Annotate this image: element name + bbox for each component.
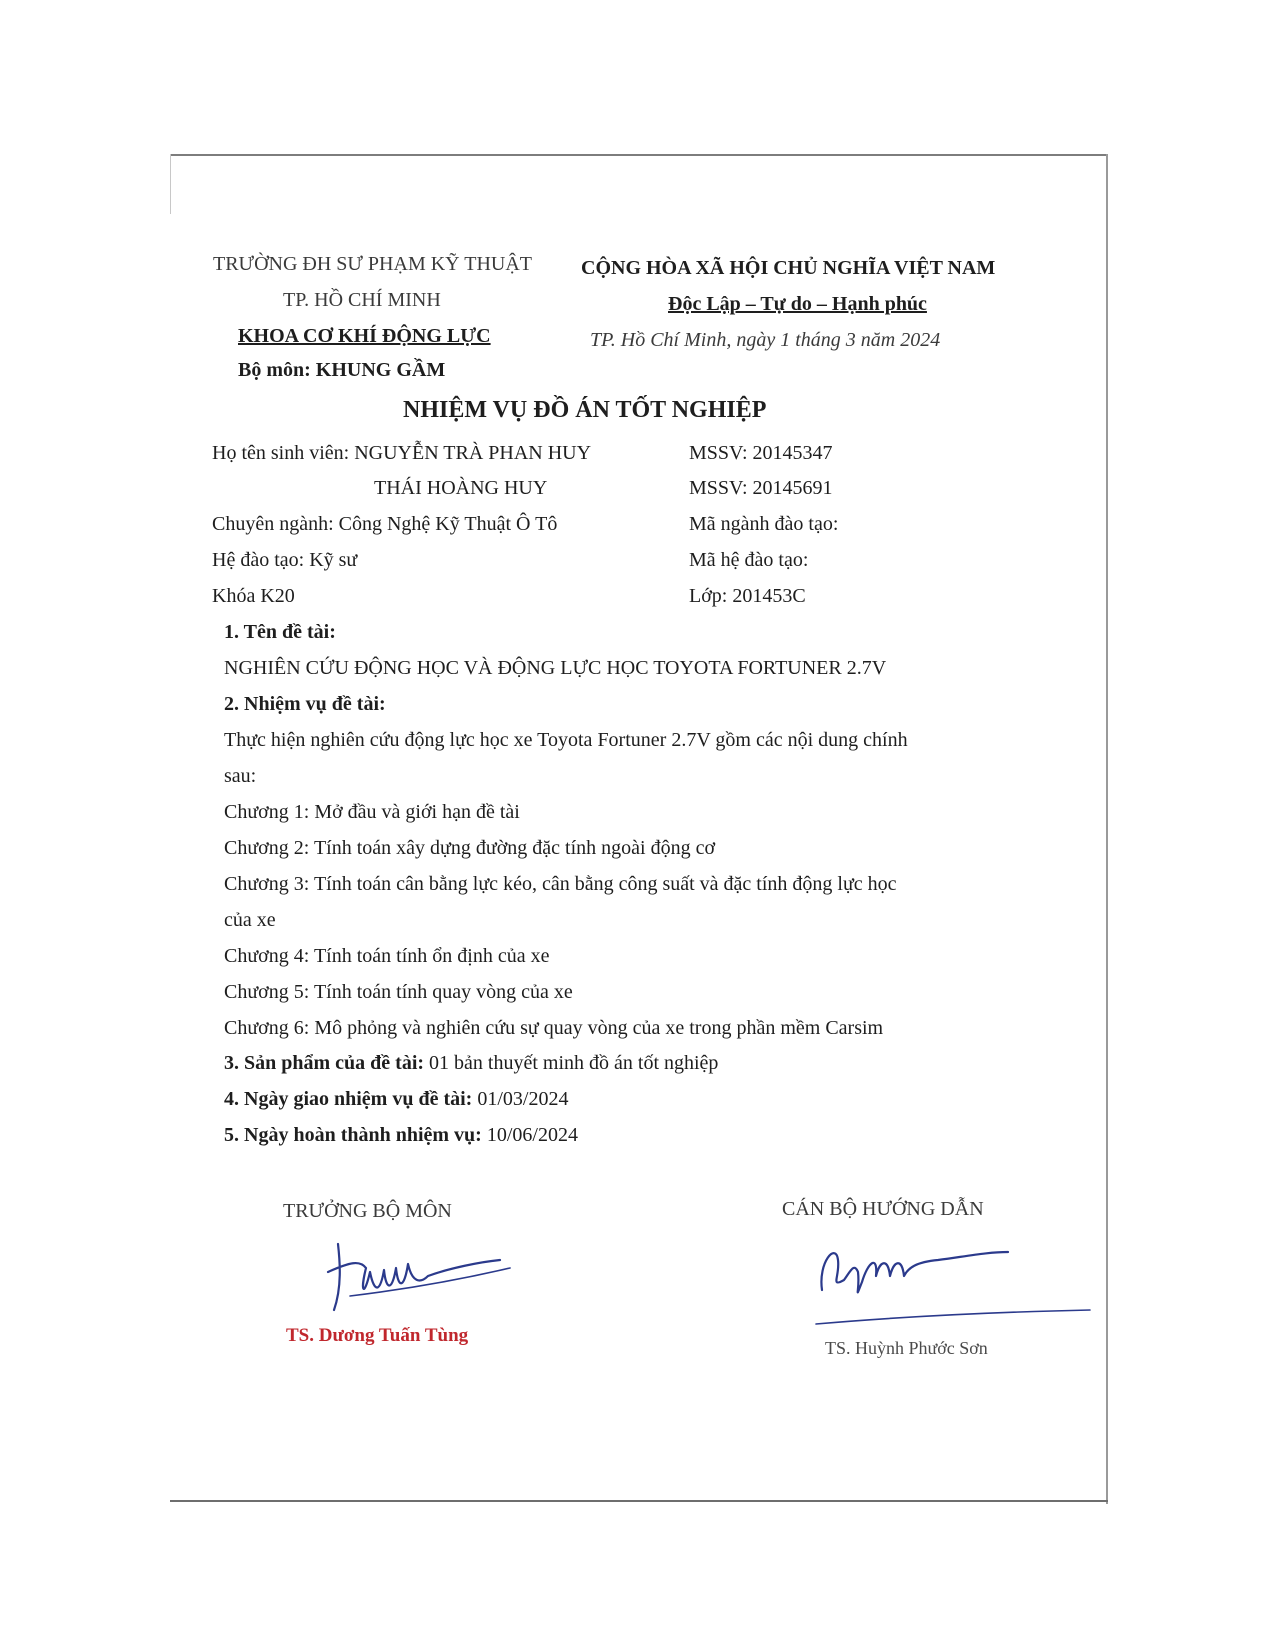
major: Chuyên ngành: Công Nghệ Kỹ Thuật Ô Tô [212, 513, 558, 535]
page-border-bottom [170, 1500, 1108, 1502]
page-border-top [170, 154, 1108, 156]
page-border-left [170, 154, 171, 214]
chapter-item: Chương 4: Tính toán tính ổn định của xe [224, 945, 550, 967]
head-of-department-title: TRƯỞNG BỘ MÔN [283, 1200, 452, 1222]
national-motto: Độc Lập – Tự do – Hạnh phúc [668, 293, 927, 315]
supervisor-title: CÁN BỘ HƯỚNG DẪN [782, 1198, 984, 1220]
section-5-value: 10/06/2024 [486, 1124, 578, 1146]
training-system-code: Mã hệ đào tạo: [689, 549, 809, 571]
department [238, 358, 445, 382]
section-4-label: 4. Ngày giao nhiệm vụ đề tài: [224, 1088, 473, 1110]
page-border-right [1106, 154, 1108, 1504]
task-intro-line-1: Thực hiện nghiên cứu động lực học xe Toyota Fortuner 2.7V gồm các nội dung chính [224, 729, 908, 751]
head-of-department-name: TS. Dương Tuấn Tùng [286, 1325, 469, 1346]
training-system: Hệ đào tạo: Kỹ sư [212, 549, 358, 571]
course: Khóa K20 [212, 585, 295, 607]
chapter-item: Chương 2: Tính toán xây dựng đường đặc tính ngoài động cơ [224, 837, 716, 859]
class: Lớp: 201453C [689, 585, 806, 607]
thesis-topic: NGHIÊN CỨU ĐỘNG HỌC VÀ ĐỘNG LỰC HỌC TOYOTA FORTUNER 2.7V [224, 657, 887, 679]
student-id-1: MSSV: 20145347 [689, 442, 833, 464]
section-3 [224, 1051, 718, 1075]
chapter-item: Chương 1: Mở đầu và giới hạn đề tài [224, 801, 520, 823]
section-3-value: 01 bản thuyết minh đồ án tốt nghiệp [429, 1052, 719, 1074]
major-code: Mã ngành đào tạo: [689, 513, 839, 535]
student-id-2: MSSV: 20145691 [689, 477, 833, 499]
university-city: TP. HỒ CHÍ MINH [283, 289, 441, 311]
student-name-1: Họ tên sinh viên: NGUYỄN TRÀ PHAN HUY [212, 442, 592, 464]
issue-date: TP. Hồ Chí Minh, ngày 1 tháng 3 năm 2024 [590, 329, 941, 351]
student-name-2: THÁI HOÀNG HUY [374, 477, 548, 499]
page-title: NHIỆM VỤ ĐỒ ÁN TỐT NGHIỆP [403, 397, 767, 423]
section-3-label: 3. Sản phẩm của đề tài: [224, 1052, 425, 1074]
faculty-name: KHOA CƠ KHÍ ĐỘNG LỰC [238, 325, 491, 347]
task-intro-line-2: sau: [224, 765, 257, 787]
chapter-item: Chương 6: Mô phỏng và nghiên cứu sự quay vòng của xe trong phần mềm Carsim [224, 1017, 884, 1039]
chapter-item: Chương 5: Tính toán tính quay vòng của xe [224, 981, 573, 1003]
supervisor-name: TS. Huỳnh Phước Sơn [825, 1338, 988, 1358]
section-2-label: 2. Nhiệm vụ đề tài: [224, 693, 386, 715]
section-5-label: 5. Ngày hoàn thành nhiệm vụ: [224, 1124, 482, 1146]
department-value: KHUNG GẦM [315, 359, 446, 381]
chapter-item-continued: của xe [224, 909, 276, 931]
head-of-department-signature [320, 1232, 520, 1322]
supervisor-signature [808, 1232, 1098, 1327]
section-4-value: 01/03/2024 [477, 1088, 569, 1110]
chapter-item: Chương 3: Tính toán cân bằng lực kéo, cân bằng công suất và đặc tính động lực học [224, 873, 897, 895]
department-label: Bộ môn: [238, 359, 311, 381]
university-name: TRƯỜNG ĐH SƯ PHẠM KỸ THUẬT [213, 253, 533, 275]
section-5 [224, 1123, 578, 1147]
section-4 [224, 1087, 568, 1111]
section-1-label: 1. Tên đề tài: [224, 621, 336, 643]
country-name: CỘNG HÒA XÃ HỘI CHỦ NGHĨA VIỆT NAM [581, 257, 996, 279]
